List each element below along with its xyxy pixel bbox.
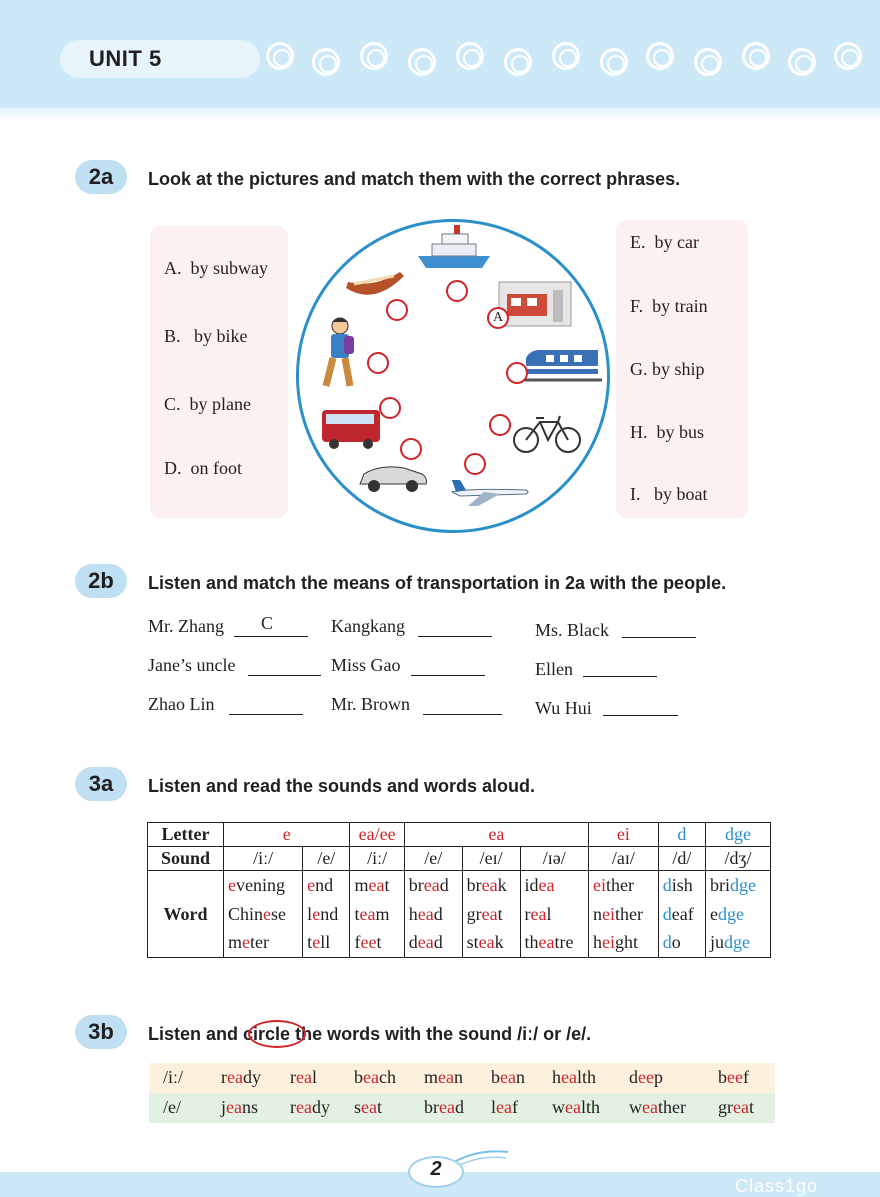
person-name: Kangkang	[331, 616, 405, 636]
answer-blank[interactable]	[229, 714, 303, 715]
car-icon	[356, 460, 430, 494]
letter-cell: ea/ee	[350, 823, 404, 847]
word-cell: bridge	[705, 871, 770, 900]
answer-blank[interactable]	[423, 714, 502, 715]
section-title-2b: Listen and match the means of transportation in 2a with the people.	[148, 573, 727, 593]
ring-decoration	[360, 42, 388, 70]
letter-cell: dge	[705, 823, 770, 847]
word-cell: dead	[404, 929, 462, 958]
train-icon	[522, 346, 602, 386]
word-cell: judge	[705, 929, 770, 958]
section-title-3a: Listen and read the sounds and words aloud.	[148, 776, 536, 796]
ring-decoration	[266, 42, 294, 70]
word-cell: head	[404, 900, 462, 929]
word-cell: tell	[303, 929, 350, 958]
person-name: Mr. Zhang	[148, 616, 224, 636]
answer-blank[interactable]	[603, 715, 678, 716]
section-badge-2b: 2b	[75, 564, 127, 598]
answer-circle-ship[interactable]	[446, 280, 468, 302]
circle-word-option[interactable]: seat	[354, 1097, 383, 1117]
option-h: H. by bus	[630, 422, 705, 442]
sound-cell: /iː/	[350, 847, 404, 871]
circle-word-highlight	[248, 1020, 306, 1048]
person-name: Wu Hui	[535, 698, 592, 718]
row-label-letter: Letter	[148, 823, 224, 847]
option-f: F. by train	[630, 296, 708, 316]
answer-blank[interactable]	[411, 675, 485, 676]
section-badge-3a: 3a	[75, 767, 127, 801]
row-label-word: Word	[148, 871, 224, 958]
word-cell: meter	[224, 929, 303, 958]
circle-word-option[interactable]: jeans	[221, 1097, 259, 1117]
answer-blank[interactable]	[583, 676, 657, 677]
answer-circle-bike[interactable]	[489, 414, 511, 436]
word-cell: Chinese	[224, 900, 303, 929]
option-d: D. on foot	[164, 458, 242, 478]
sound-cell: /iː/	[224, 847, 303, 871]
section-title-3b: Listen and circle the words with the sound /iː/ or /e/.	[148, 1024, 592, 1044]
option-b: B. by bike	[164, 326, 248, 346]
page-number: 2	[430, 1158, 442, 1180]
option-c: C. by plane	[164, 394, 251, 414]
option-a: A. by subway	[164, 258, 268, 278]
person-name: Miss Gao	[331, 655, 401, 675]
answer-circle-boy[interactable]	[367, 352, 389, 374]
circle-word-option[interactable]: great	[718, 1097, 754, 1117]
bus-icon	[318, 406, 384, 450]
sound-cell: /aɪ/	[589, 847, 659, 871]
word-cell: meat	[350, 871, 404, 900]
word-cell: neither	[589, 900, 659, 929]
word-cell: feet	[350, 929, 404, 958]
sound-cell: /eɪ/	[462, 847, 520, 871]
ring-decoration	[742, 42, 770, 70]
sound-cell: /ɪə/	[520, 847, 589, 871]
circle-word-option[interactable]: beef	[718, 1067, 749, 1087]
ring-decoration	[788, 48, 816, 76]
sound-cell: /dʒ/	[705, 847, 770, 871]
person-name: Jane’s uncle	[148, 655, 236, 675]
person-name: Zhao Lin	[148, 694, 215, 714]
ring-decoration	[646, 42, 674, 70]
row-label-sound: Sound	[148, 847, 224, 871]
plane-icon	[448, 474, 532, 508]
person-name: Mr. Brown	[331, 694, 411, 714]
unit-title: UNIT 5	[89, 46, 162, 71]
sound-label: /e/	[163, 1097, 181, 1117]
circle-word-option[interactable]: beach	[354, 1067, 396, 1087]
person-name: Ellen	[535, 659, 573, 679]
circle-word-option[interactable]: ready	[221, 1067, 261, 1087]
sound-cell: /d/	[658, 847, 705, 871]
circle-word-option[interactable]: deep	[629, 1067, 663, 1087]
answer-circle-train[interactable]	[506, 362, 528, 384]
option-g: G. by ship	[630, 359, 705, 379]
answer-circle-boat[interactable]	[386, 299, 408, 321]
sound-cell: /e/	[404, 847, 462, 871]
answer-blank[interactable]	[418, 636, 492, 637]
option-i: I. by boat	[630, 484, 708, 504]
circle-word-option[interactable]: bread	[424, 1097, 464, 1117]
letter-cell: ei	[589, 823, 659, 847]
word-strip-ee	[149, 1063, 775, 1093]
person-answer: C	[261, 613, 274, 633]
ring-decoration	[312, 48, 340, 76]
letter-cell: e	[224, 823, 350, 847]
letter-cell: d	[658, 823, 705, 847]
circle-word-option[interactable]: bean	[491, 1067, 525, 1087]
word-cell: evening	[224, 871, 303, 900]
word-strip-e	[149, 1093, 775, 1123]
word-cell: idea	[520, 871, 589, 900]
section-badge-2a: 2a	[75, 160, 127, 194]
watermark: Class1go	[735, 1176, 819, 1196]
ring-decoration	[456, 42, 484, 70]
section-title-2a: Look at the pictures and match them with the correct phrases.	[148, 169, 681, 189]
ring-decoration	[504, 48, 532, 76]
person-name: Ms. Black	[535, 620, 609, 640]
letter-cell: ea	[404, 823, 588, 847]
circle-word-option[interactable]: weather	[629, 1097, 686, 1117]
word-cell: edge	[705, 900, 770, 929]
ring-decoration	[600, 48, 628, 76]
answer-blank[interactable]	[248, 675, 321, 676]
word-cell: break	[462, 871, 520, 900]
word-cell: dish	[658, 871, 705, 900]
answer-circle-car[interactable]	[400, 438, 422, 460]
word-cell: bread	[404, 871, 462, 900]
ring-decoration	[408, 48, 436, 76]
option-e: E. by car	[630, 232, 699, 252]
bike-icon	[512, 412, 582, 454]
ring-decoration	[552, 42, 580, 70]
word-cell: real	[520, 900, 589, 929]
header-fade	[0, 108, 880, 120]
walking-boy-icon	[318, 316, 360, 392]
answer-blank[interactable]	[622, 637, 696, 638]
circle-word-option[interactable]: mean	[424, 1067, 463, 1087]
answer-circle-subway[interactable]: A	[487, 307, 509, 329]
word-cell: great	[462, 900, 520, 929]
word-cell: either	[589, 871, 659, 900]
word-cell: team	[350, 900, 404, 929]
word-cell: height	[589, 929, 659, 958]
sound-cell: /e/	[303, 847, 350, 871]
word-cell: end	[303, 871, 350, 900]
word-cell: deaf	[658, 900, 705, 929]
circle-word-option[interactable]: real	[290, 1067, 317, 1087]
section-badge-3b: 3b	[75, 1015, 127, 1049]
ship-icon	[414, 222, 494, 272]
circle-word-option[interactable]: ready	[290, 1097, 330, 1117]
word-cell: steak	[462, 929, 520, 958]
circle-word-option[interactable]: leaf	[491, 1097, 518, 1117]
word-cell: lend	[303, 900, 350, 929]
sounds-table	[147, 822, 771, 958]
answer-circle-bus[interactable]	[379, 397, 401, 419]
ring-decoration	[834, 42, 862, 70]
circle-word-option[interactable]: wealth	[552, 1097, 600, 1117]
word-cell: do	[658, 929, 705, 958]
answer-circle-plane[interactable]	[464, 453, 486, 475]
sound-label: /iː/	[163, 1067, 184, 1087]
answer-blank[interactable]	[234, 636, 308, 637]
circle-word-option[interactable]: health	[552, 1067, 596, 1087]
word-cell: theatre	[520, 929, 589, 958]
ring-decoration	[694, 48, 722, 76]
